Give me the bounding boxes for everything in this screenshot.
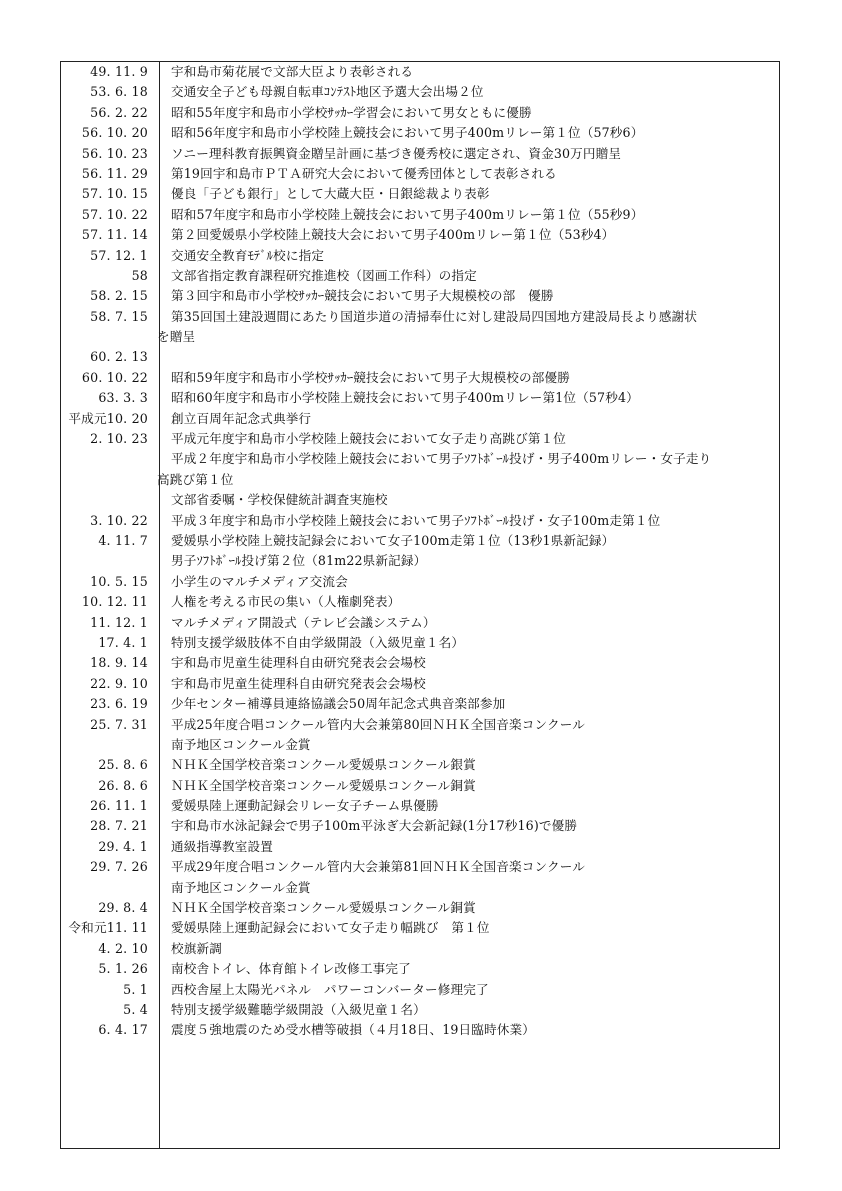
history-date: 2. 10. 23 <box>90 431 148 447</box>
history-row <box>60 82 780 102</box>
history-event: 平成29年度合唱コンクール管内大会兼第81回ＮＨＫ全国音楽コンクール <box>171 859 585 875</box>
history-date: 28. 7. 21 <box>90 818 148 834</box>
history-event: 宇和島市児童生徒理科自由研究発表会会場校 <box>171 675 426 691</box>
history-row <box>60 796 780 816</box>
history-row <box>60 347 780 367</box>
history-date: 60. 2. 13 <box>90 349 148 365</box>
history-date: 29. 7. 26 <box>90 859 148 875</box>
history-date: 53. 6. 18 <box>90 84 148 100</box>
history-table <box>60 62 780 1041</box>
history-event: 平成元年度宇和島市小学校陸上競技会において女子走り高跳び第１位 <box>171 431 567 447</box>
history-date: 58 <box>131 267 148 283</box>
history-date: 25. 8. 6 <box>98 757 148 773</box>
history-row <box>60 755 780 775</box>
history-event: 宇和島市菊花展で文部大臣より表彰される <box>171 64 414 79</box>
history-date: 5. 4 <box>123 1001 148 1017</box>
history-row <box>60 715 780 735</box>
history-date: 29. 8. 4 <box>98 900 148 916</box>
history-date: 17. 4. 1 <box>98 634 148 650</box>
history-date: 平成元10. 20 <box>68 410 148 426</box>
history-row <box>60 531 780 551</box>
history-date: 56. 10. 23 <box>81 145 148 161</box>
history-date: 5. 1. 26 <box>98 961 148 977</box>
history-event: 創立百周年記念式典挙行 <box>171 410 312 426</box>
history-event <box>148 347 777 367</box>
history-row <box>60 429 780 449</box>
history-event: 愛媛県陸上運動記録会において女子走り幅跳び 第１位 <box>171 920 490 936</box>
history-event: ＮＨＫ全国学校音楽コンクール愛媛県コンクール銅賞 <box>171 777 476 793</box>
history-event: 交通安全教育ﾓﾃﾞﾙ校に指定 <box>171 247 325 263</box>
history-event: 優良「子ども銀行」として大蔵大臣・日銀総裁より表彰 <box>171 186 490 202</box>
history-event: 人権を考える市民の集い（人権劇発表） <box>171 594 401 610</box>
history-row <box>60 388 780 408</box>
history-event: 平成25年度合唱コンクール管内大会兼第80回ＮＨＫ全国音楽コンクール <box>171 716 585 732</box>
history-date: 57. 10. 15 <box>81 186 148 202</box>
history-row <box>60 1000 780 1020</box>
history-event: 宇和島市児童生徒理科自由研究発表会会場校 <box>171 655 426 671</box>
history-event: 西校舎屋上太陽光パネル パワーコンバーター修理完了 <box>171 981 489 997</box>
history-row <box>60 266 780 286</box>
history-event: 第35回国土建設週間にあたり国道歩道の清掃奉仕に対し建設局四国地方建設局長より感謝状 <box>171 308 698 324</box>
history-event: 交通安全子ども母親自転車ｺﾝﾃｽﾄ地区予選大会出場２位 <box>171 84 484 100</box>
history-event: 男子ｿﾌﾄﾎﾞｰﾙ投げ第２位（81m22県新記録） <box>171 553 427 569</box>
history-row <box>60 164 780 184</box>
history-date: 18. 9. 14 <box>90 655 148 671</box>
history-event: 愛媛県小学校陸上競技記録会において女子100m走第１位（13秒1県新記録） <box>171 532 615 548</box>
history-date: 10. 12. 11 <box>81 594 148 610</box>
history-row <box>60 918 780 938</box>
history-event: 文部省委嘱・学校保健統計調査実施校 <box>171 492 388 508</box>
history-row <box>60 205 780 225</box>
history-event: 昭和60年度宇和島市小学校陸上競技会において男子400mリレー第1位（57秒4） <box>171 390 639 406</box>
history-event: 特別支援学級難聴学級開設（入級児童１名） <box>171 1001 426 1017</box>
history-date <box>60 735 148 755</box>
history-event: ソニー理科教育振興資金贈呈計画に基づき優秀校に選定され、資金30万円贈呈 <box>171 145 622 161</box>
history-date: 49. 11. 9 <box>90 64 148 79</box>
history-row <box>60 123 780 143</box>
history-row <box>60 368 780 388</box>
history-row <box>60 592 780 612</box>
history-row <box>60 613 780 633</box>
history-row <box>60 286 780 306</box>
history-date <box>60 327 148 347</box>
history-event: 校旗新調 <box>171 940 222 956</box>
history-event: 平成３年度宇和島市小学校陸上競技会において男子ｿﾌﾄﾎﾞｰﾙ投げ・女子100m走第１位 <box>171 512 661 528</box>
history-event: 第19回宇和島市ＰＴＡ研究大会において優秀団体として表彰される <box>171 165 557 181</box>
history-row <box>60 449 780 469</box>
history-row <box>60 857 780 877</box>
history-row <box>60 572 780 592</box>
history-event: 特別支援学級肢体不自由学級開設（入級児童１名） <box>171 634 465 650</box>
history-date: 56. 11. 29 <box>81 165 148 181</box>
history-event: 第２回愛媛県小学校陸上競技大会において男子400mリレー第１位（53秒4） <box>171 227 615 243</box>
history-row <box>60 511 780 531</box>
history-row <box>60 490 780 510</box>
history-date <box>60 470 148 490</box>
history-row <box>60 144 780 164</box>
history-event: 昭和59年度宇和島市小学校ｻｯｶｰ競技会において男子大規模校の部優勝 <box>171 369 570 385</box>
history-event: 平成２年度宇和島市小学校陸上競技会において男子ｿﾌﾄﾎﾞｰﾙ投げ・男子400mリレー・女子走り <box>171 451 712 467</box>
history-event: 震度５強地震のため受水槽等破損（４月18日、19日臨時休業） <box>171 1022 535 1038</box>
history-date: 25. 7. 31 <box>90 716 148 732</box>
history-row <box>60 633 780 653</box>
history-row <box>60 327 780 347</box>
history-date: 4. 11. 7 <box>98 532 148 548</box>
history-date: 26. 11. 1 <box>90 798 148 814</box>
history-event: 南予地区コンクール金賞 <box>171 879 311 895</box>
history-row <box>60 1020 780 1040</box>
history-date: 56. 10. 20 <box>81 125 148 141</box>
history-row <box>60 776 780 796</box>
history-date: 58. 2. 15 <box>90 288 148 304</box>
history-event: 昭和55年度宇和島市小学校ｻｯｶｰ学習会において男女ともに優勝 <box>171 104 532 120</box>
history-date: 5. 1 <box>123 981 148 997</box>
history-row <box>60 62 780 82</box>
history-date: 56. 2. 22 <box>90 104 148 120</box>
history-date: 3. 10. 22 <box>90 512 148 528</box>
history-row <box>60 246 780 266</box>
history-event: 第３回宇和島市小学校ｻｯｶｰ競技会において男子大規模校の部 優勝 <box>171 288 554 304</box>
history-row <box>60 694 780 714</box>
history-date: 22. 9. 10 <box>90 675 148 691</box>
history-row <box>60 735 780 755</box>
history-event: 昭和57年度宇和島市小学校陸上競技会において男子400mリレー第１位（55秒9） <box>171 206 644 222</box>
history-event: 昭和56年度宇和島市小学校陸上競技会において男子400mリレー第１位（57秒6） <box>171 125 644 141</box>
history-date: 令和元11. 11 <box>68 920 148 936</box>
history-event: 南校舎トイレ、体育館トイレ改修工事完了 <box>171 961 411 977</box>
history-date: 4. 2. 10 <box>98 940 148 956</box>
history-event: 通級指導教室設置 <box>171 838 273 854</box>
history-date: 26. 8. 6 <box>98 777 148 793</box>
history-event: マルチメディア開設式（テレビ会議システム） <box>171 614 436 630</box>
history-date: 29. 4. 1 <box>98 838 148 854</box>
history-date: 63. 3. 3 <box>98 390 148 406</box>
history-date: 57. 10. 22 <box>81 206 148 222</box>
history-event: 少年センター補導員連絡協議会50周年記念式典音楽部参加 <box>171 696 506 712</box>
history-row <box>60 959 780 979</box>
history-row <box>60 409 780 429</box>
history-row <box>60 939 780 959</box>
history-date <box>60 551 148 571</box>
history-event: 高跳び第１位 <box>157 471 234 487</box>
history-event: ＮＨＫ全国学校音楽コンクール愛媛県コンクール銅賞 <box>171 900 476 916</box>
history-date: 11. 12. 1 <box>90 614 148 630</box>
history-date <box>60 490 148 510</box>
history-row <box>60 837 780 857</box>
history-date: 23. 6. 19 <box>90 696 148 712</box>
history-row <box>60 878 780 898</box>
history-event: ＮＨＫ全国学校音楽コンクール愛媛県コンクール銀賞 <box>171 757 476 773</box>
history-row <box>60 103 780 123</box>
history-date: 57. 11. 14 <box>81 227 148 243</box>
history-date: 6. 4. 17 <box>98 1022 148 1038</box>
history-event: 南予地区コンクール金賞 <box>171 736 311 752</box>
history-date: 58. 7. 15 <box>90 308 148 324</box>
history-row <box>60 225 780 245</box>
history-row <box>60 470 780 490</box>
history-row <box>60 816 780 836</box>
history-row <box>60 653 780 673</box>
history-row <box>60 307 780 327</box>
history-event: を贈呈 <box>157 329 196 345</box>
history-date: 10. 5. 15 <box>90 573 148 589</box>
history-row <box>60 184 780 204</box>
history-event: 文部省指定教育課程研究推進校（図画工作科）の指定 <box>171 267 477 283</box>
history-event: 宇和島市水泳記録会で男子100m平泳ぎ大会新記録(1分17秒16)で優勝 <box>171 818 578 834</box>
history-date: 60. 10. 22 <box>81 369 148 385</box>
history-row <box>60 980 780 1000</box>
history-date <box>60 878 148 898</box>
history-date <box>60 449 148 469</box>
history-event: 愛媛県陸上運動記録会リレー女子チーム県優勝 <box>171 798 439 814</box>
history-row <box>60 551 780 571</box>
history-date: 57. 12. 1 <box>90 247 148 263</box>
history-event: 小学生のマルチメディア交流会 <box>171 573 348 589</box>
history-row <box>60 674 780 694</box>
history-row <box>60 898 780 918</box>
